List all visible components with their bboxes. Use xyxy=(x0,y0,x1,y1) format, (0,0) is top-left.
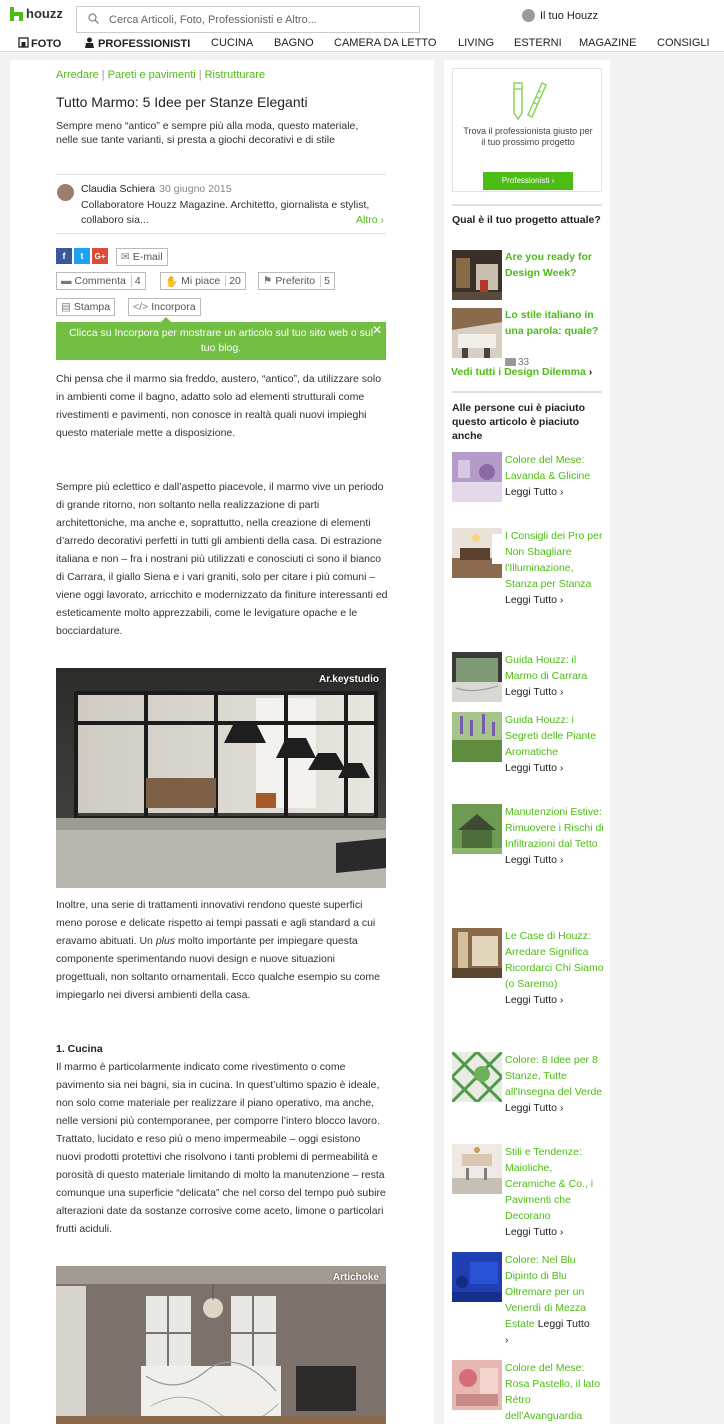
comment-icon xyxy=(505,358,516,366)
marble-kitchen-image[interactable] xyxy=(56,1266,386,1424)
promo-button-label: Professionisti xyxy=(501,176,550,185)
favorite-label: Preferito xyxy=(275,275,316,287)
author-box xyxy=(56,174,386,234)
twitter-icon[interactable]: t xyxy=(74,248,90,264)
houzz-logo[interactable] xyxy=(10,6,63,21)
chevron-right-icon: › xyxy=(559,1226,564,1238)
code-icon: </> xyxy=(133,301,149,313)
user-menu[interactable] xyxy=(522,9,598,22)
photo-credit[interactable]: Artichoke xyxy=(332,1272,379,1283)
envelope-icon: ✉ xyxy=(121,251,130,263)
drafting-tools-icon xyxy=(508,77,548,121)
paragraph-3: Inoltre, una serie di trattamenti innovativi rendono queste superfici meno porose e delicate rispetto ai tempi passati e agli standard a cui eravamo abituati. Un plus molto importante per impiegare questa componente sperimentando nuovi design e nuove situazioni progettuali, non soltanto ornamentali. Ecco qualche esempio su come impiegarlo nei diversi ambienti della casa. xyxy=(56,899,380,1001)
breadcrumb-ristrutturare[interactable]: Ristrutturare xyxy=(204,69,266,81)
home-icon xyxy=(18,37,29,48)
liked-thumb-1[interactable] xyxy=(452,452,502,502)
liked-thumb-6[interactable] xyxy=(452,928,502,978)
liked-item-7[interactable]: Colore: 8 Idee per 8 Stanze, Tutte all'Insegna del Verde Leggi Tutto › xyxy=(505,1054,603,1114)
liked-thumb-2[interactable] xyxy=(452,528,502,578)
liked-item-5[interactable]: Manutenzioni Estive: Rimuovere i Rischi di Infiltrazioni dal Tetto Leggi Tutto › xyxy=(505,806,604,866)
nav-cucina[interactable]: CUCINA xyxy=(211,37,254,49)
professionisti-button[interactable]: Professionisti › xyxy=(483,172,573,190)
photo-credit[interactable]: Ar.keystudio xyxy=(318,674,379,685)
breadcrumb xyxy=(56,69,267,81)
comment-label: Commenta xyxy=(74,275,126,287)
print-button[interactable] xyxy=(56,298,115,316)
favorite-button[interactable] xyxy=(258,272,335,290)
email-button[interactable] xyxy=(116,248,168,266)
nav-esterni[interactable]: ESTERNI xyxy=(514,37,562,49)
logo-text: houzz xyxy=(26,6,63,21)
user-label: Il tuo Houzz xyxy=(540,9,599,22)
chevron-right-icon: › xyxy=(559,854,564,866)
google-plus-icon[interactable]: G+ xyxy=(92,248,108,264)
author-name[interactable]: Claudia Schiera xyxy=(81,183,156,195)
author-avatar[interactable] xyxy=(57,184,74,201)
herbs-thumb xyxy=(452,712,502,762)
chevron-right-icon: › xyxy=(559,686,564,698)
print-label: Stampa xyxy=(73,301,111,313)
liked-thumb-7[interactable] xyxy=(452,1052,502,1102)
breadcrumb-arredare[interactable]: Arredare xyxy=(56,69,99,81)
paragraph-2: Sempre più eclettico e dall’aspetto piacevole, il marmo vive un periodo di grande ritorno, non soltanto nella realizzazione di parti architettoniche, ma anche e, soprattutto, nella creazione di elementi d’arredo decorativi perfetti in tutti gli ambienti della casa. Di estrazione italiana e non – fra i nostrani più utilizzati e conosciuti ci sono il bianco di Carrara, il giallo Siena e i vari graniti, solo per citare i più comuni – viene oggi lavorato, arricchito e modernizzato da finiture interessanti ed esteticamente molto apprezzabili, come le levigature opache e le bocciardature. xyxy=(56,481,388,637)
like-count: 20 xyxy=(225,275,241,287)
search-input[interactable] xyxy=(109,14,409,26)
author-more-link[interactable] xyxy=(356,214,384,226)
printer-icon: ▤ xyxy=(61,301,71,313)
tooltip-text: Clicca su Incorpora per mostrare un articolo sul tuo sito web o sul tuo blog. xyxy=(68,327,374,354)
chevron-right-icon: › xyxy=(559,1102,564,1114)
liked-item-6[interactable]: Le Case di Houzz: Arredare Significa Ricordarci Chi Siamo (o Saremo) Leggi Tutto › xyxy=(505,930,604,1006)
liked-thumb-10[interactable] xyxy=(452,1360,502,1410)
liked-item-4[interactable]: Guida Houzz: i Segreti delle Piante Aromatiche Leggi Tutto › xyxy=(505,714,597,774)
chevron-right-icon: › xyxy=(559,994,564,1006)
promo-text: Trova il professionista giusto per il tuo prossimo progetto xyxy=(463,126,593,147)
article-card xyxy=(10,60,434,1424)
email-label: E-mail xyxy=(132,251,163,263)
comment-count-badge: 33 xyxy=(505,357,529,368)
embed-button[interactable] xyxy=(128,298,201,316)
liked-item-1[interactable]: Colore del Mese: Lavanda & Glicine Leggi Tutto › xyxy=(505,454,591,498)
chevron-right-icon: › xyxy=(505,1334,509,1346)
tooltip-arrow xyxy=(161,317,171,322)
embed-label: Incorpora xyxy=(151,301,196,313)
project-link-2[interactable]: Lo stile italiano in una parola: quale? xyxy=(505,309,599,337)
like-button[interactable] xyxy=(160,272,246,290)
sidebar xyxy=(444,60,610,1424)
carrara-marble-thumb xyxy=(452,652,502,702)
liked-thumb-4[interactable] xyxy=(452,712,502,762)
article-date: 30 giugno 2015 xyxy=(159,183,232,195)
nav-professionisti[interactable]: PROFESSIONISTI xyxy=(84,37,190,50)
divider xyxy=(452,391,602,393)
article-title: Tutto Marmo: 5 Idee per Stanze Eleganti xyxy=(56,94,308,110)
facebook-icon[interactable]: f xyxy=(56,248,72,264)
bookmark-icon: ⚑ xyxy=(263,275,273,287)
author-bio: Collaboratore Houzz Magazine. Architetto, giornalista e stylist, collaboro sia... xyxy=(81,199,370,226)
marble-kitchen-photo xyxy=(56,1266,386,1424)
breadcrumb-separator: | xyxy=(198,69,202,81)
liked-thumb-8[interactable] xyxy=(452,1144,502,1194)
nav-camera-da-letto[interactable]: CAMERA DA LETTO xyxy=(334,37,437,49)
like-label: Mi piace xyxy=(181,275,221,287)
section-title-cucina: 1. Cucina xyxy=(56,1043,103,1055)
italian-style-thumb xyxy=(452,308,502,358)
liked-item-8[interactable]: Stili e Tendenze: Maioliche, Ceramiche & Co., i Pavimenti che Decorano Leggi Tutto › xyxy=(505,1146,594,1238)
project-thumb-2[interactable] xyxy=(452,308,502,358)
article-subtitle: Sempre meno “antico” e sempre più alla moda, questo materiale, nelle sue tante varianti, si presta a giochi decorativi e di stile xyxy=(56,120,359,146)
social-share xyxy=(56,248,110,264)
blue-thumb xyxy=(452,1252,502,1302)
see-all-design-dilemma[interactable]: Vedi tutti i Design Dilemma › xyxy=(451,366,593,378)
chevron-right-icon: › xyxy=(559,486,564,498)
paragraph-1: Chi pensa che il marmo sia freddo, austero, “antico”, da utilizzare solo in ambienti come il bagno, adatto solo ad elementi strutturali come rivestimenti e pavimenti, non conosce in realtà quali nuovi impieghi questo materiale mette a disposizione. xyxy=(56,373,382,439)
embed-tooltip xyxy=(56,322,386,360)
liked-item-10[interactable]: Colore del Mese: Rosa Pastello, il lato Rétro dell'Avanguardia xyxy=(505,1362,601,1422)
green-rooms-thumb xyxy=(452,1052,502,1102)
liked-item-2[interactable]: I Consigli dei Pro per Non Sbagliare l'Illuminazione, Stanza per Stanza Leggi Tutto › xyxy=(505,530,603,606)
search-bar[interactable] xyxy=(76,6,420,33)
chevron-right-icon: › xyxy=(559,594,564,606)
find-pro-promo xyxy=(452,68,602,192)
paragraph-4: Il marmo è particolarmente indicato come rivestimento o come pavimento sia nei bagni, sia in cucina. In quest’ultimo spazio è ideale, non solo come materiale per realizzare il piano operativo, ma anche, nelle versioni più contemporanee, per comporre l’intero blocco lavoro. Trattato, lucidato e reso più o meno impermeabile – oggi esistono nuovi prodotti protettivi che risolvono i tanti problemi di permeabilità e porosità di questo materiale limitando di molto la manutenzione – resta comunque una superficie “delicata” che nel corso del tempo può subire alterazioni date da sostanze corrosive come aceto, limone o particolari frutti aciduli. xyxy=(56,1061,386,1235)
liked-thumb-9[interactable] xyxy=(452,1252,502,1302)
project-link-1[interactable]: Are you ready for Design Week? xyxy=(505,251,592,279)
design-week-thumb xyxy=(452,250,502,300)
nav-foto[interactable]: FOTO xyxy=(18,37,61,50)
kitchen-photo xyxy=(56,668,386,888)
author-line xyxy=(81,183,232,195)
breadcrumb-pareti[interactable]: Pareti e pavimenti xyxy=(107,69,196,81)
user-avatar xyxy=(522,9,535,22)
project-heading: Qual è il tuo progetto attuale? xyxy=(452,214,601,226)
kitchen-image[interactable] xyxy=(56,668,386,888)
roof-thumb xyxy=(452,804,502,854)
main-nav xyxy=(0,37,724,52)
top-header xyxy=(0,0,724,52)
houzz-logo-icon xyxy=(10,7,23,21)
nav-living[interactable]: LIVING xyxy=(458,37,495,49)
close-icon[interactable]: ✕ xyxy=(371,323,382,337)
professional-icon xyxy=(84,37,95,48)
chevron-right-icon: › xyxy=(380,214,384,226)
tiles-thumb xyxy=(452,1144,502,1194)
more-label: Altro xyxy=(355,214,378,226)
nav-consigli[interactable]: CONSIGLI xyxy=(657,37,710,49)
house-interior-thumb xyxy=(452,928,502,978)
liked-item-9[interactable]: Colore: Nel Blu Dipinto di Blu Oltremare per un Venerdì di Mezza Estate Leggi Tutto › xyxy=(505,1254,590,1346)
liked-heading: Alle persone cui è piaciuto questo articolo è piaciuto anche xyxy=(452,402,586,442)
chevron-right-icon: › xyxy=(559,762,564,774)
search-icon xyxy=(77,13,109,27)
divider xyxy=(452,204,602,206)
nav-magazine[interactable]: MAGAZINE xyxy=(579,37,637,49)
comment-count: 4 xyxy=(131,275,141,287)
favorite-count: 5 xyxy=(320,275,330,287)
thumbs-up-icon: ✋ xyxy=(165,275,179,288)
breadcrumb-separator: | xyxy=(101,69,105,81)
chevron-right-icon: › xyxy=(588,366,593,378)
pastel-pink-thumb xyxy=(452,1360,502,1410)
liked-item-3[interactable]: Guida Houzz: il Marmo di Carrara Leggi Tutto › xyxy=(505,654,588,698)
comment-button[interactable] xyxy=(56,272,146,290)
project-thumb-1[interactable] xyxy=(452,250,502,300)
liked-thumb-3[interactable] xyxy=(452,652,502,702)
lavender-thumb xyxy=(452,452,502,502)
comment-icon: ▬ xyxy=(61,275,72,287)
lighting-thumb xyxy=(452,528,502,578)
nav-bagno[interactable]: BAGNO xyxy=(274,37,314,49)
liked-thumb-5[interactable] xyxy=(452,804,502,854)
